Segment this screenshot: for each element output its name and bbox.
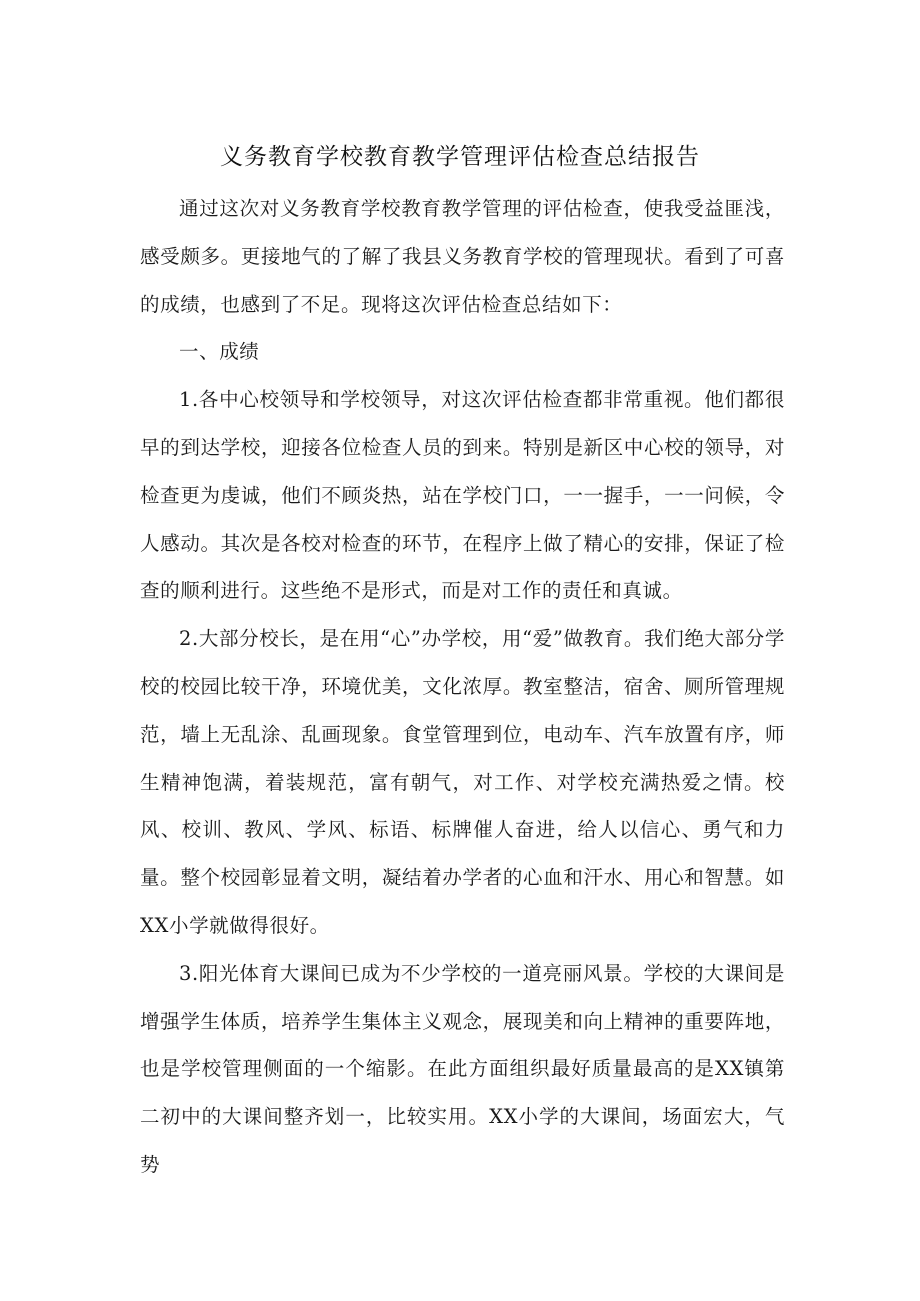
document-body [140, 185, 785, 1189]
paragraph-item-1: 1.各中心校领导和学校领导，对这次评估检查都非常重视。他们都很早的到达学校，迎接各位检查人员的到来。特别是新区中心校的领导，对检查更为虔诚，他们不顾炎热，站在学校门口，一一握手，一一问候，令人感动。其次是各校对检查的环节，在程序上做了精心的安排，保证了检查的顺利进行。这些绝不是形式，而是对工作的责任和真诚。 [140, 388, 785, 603]
section-heading-achievements: 一、成绩 [179, 340, 260, 364]
paragraph-item-2: 2.大部分校长，是在用“心”办学校，用“爱”做教育。我们绝大部分学校的校园比较干净，环境优美，文化浓厚。教室整洁，宿舍、厕所管理规范，墙上无乱涂、乱画现象。食堂管理到位，电动车、汽车放置有序，师生精神饱满，着装规范，富有朝气，对工作、对学校充满热爱之情。校风、校训、教风、学风、标语、标牌催人奋进，给人以信心、勇气和力量。整个校园彰显着文明，凝结着办学者的心血和汗水、用心和智慧。如XX小学就做得很好。 [140, 627, 785, 937]
paragraph-item-3: 3.阳光体育大课间已成为不少学校的一道亮丽风景。学校的大课间是增强学生体质，培养学生集体主义观念，展现美和向上精神的重要阵地，也是学校管理侧面的一个缩影。在此方面组织最好质量最高的是XX镇第二初中的大课间整齐划一，比较实用。XX小学的大课间，场面宏大，气势 [140, 961, 785, 1176]
intro-paragraph: 通过这次对义务教育学校教育教学管理的评估检查，使我受益匪浅，感受颇多。更接地气的了解了我县义务教育学校的管理现状。看到了可喜的成绩，也感到了不足。现将这次评估检查总结如下： [140, 197, 785, 316]
document-title: 义务教育学校教育教学管理评估检查总结报告 [220, 144, 700, 170]
